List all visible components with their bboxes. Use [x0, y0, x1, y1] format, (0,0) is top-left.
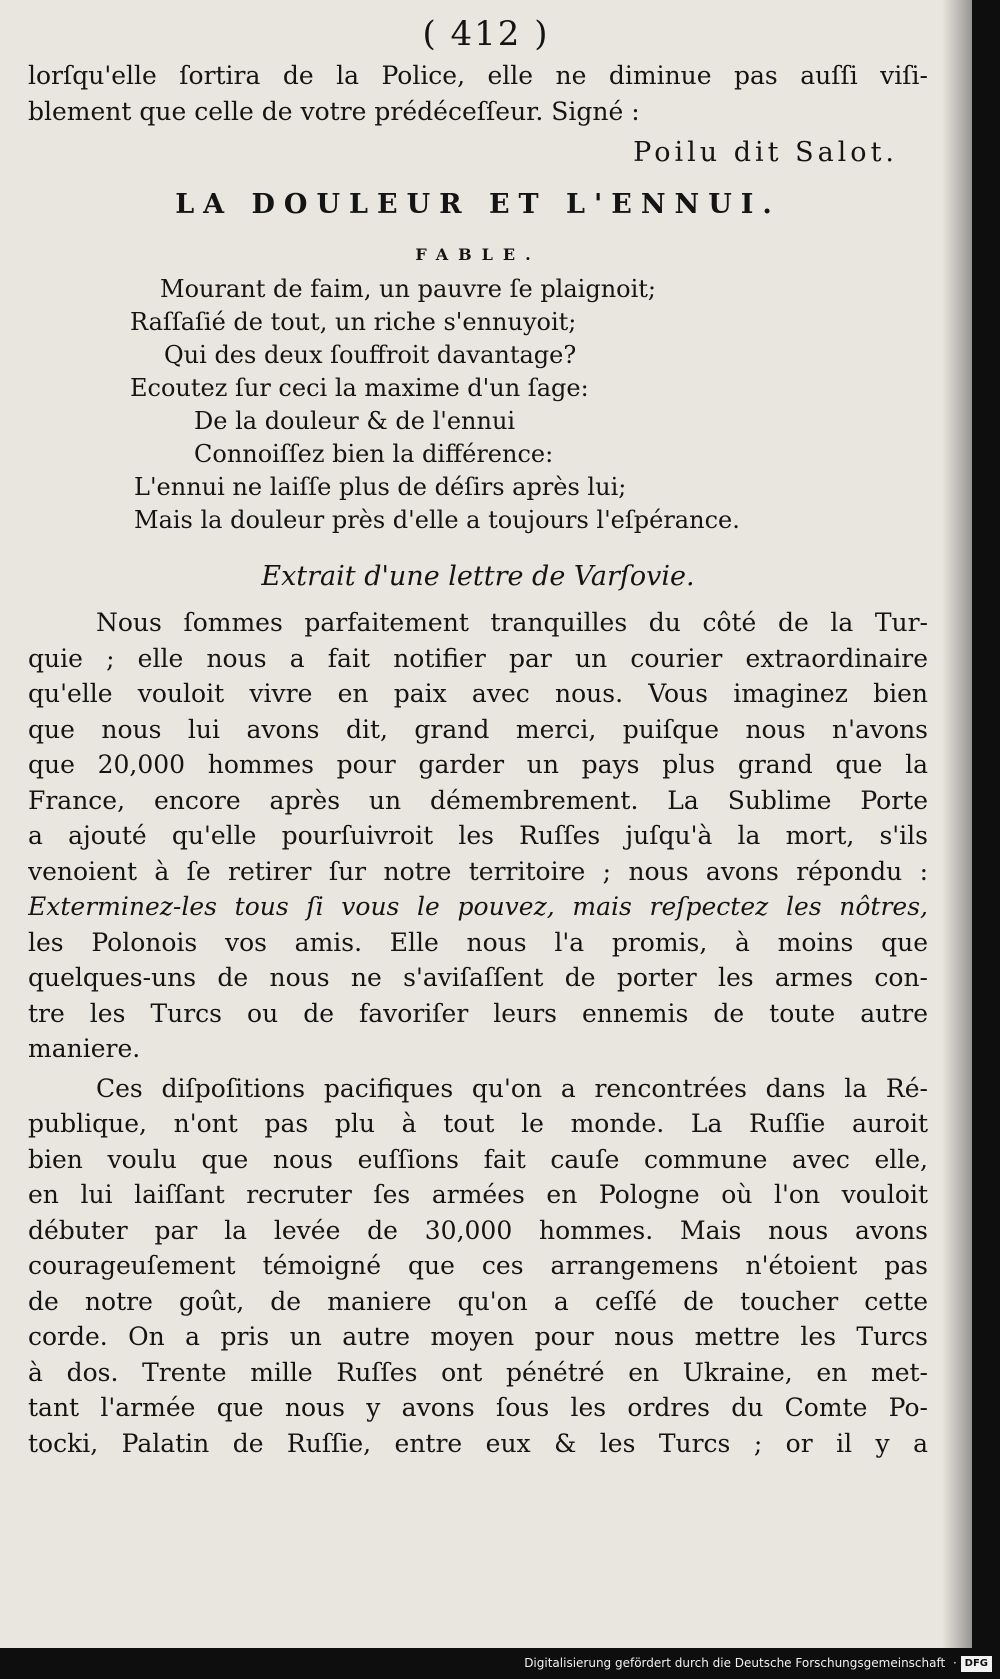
verse-line: Raſſaſié de tout, un riche s'ennuyoit;	[130, 308, 577, 336]
text-line: blement que celle de votre prédéceſſeur. Signé :	[28, 96, 640, 126]
text-line: qu'elle vouloit vivre en paix avec nous. Vous imaginez bien	[28, 679, 928, 708]
paragraph-1	[28, 605, 928, 1067]
verse-line: Connoiſſez bien la différence:	[194, 440, 554, 468]
paragraph-2	[28, 1071, 928, 1462]
verse-line: Mais la douleur près d'elle a toujours l'eſpérance.	[134, 506, 740, 534]
text-line: Nous ſommes parfaitement tranquilles du côté de la Tur-	[96, 608, 928, 637]
footer-separator: ·	[949, 1656, 961, 1670]
fable-title: LA DOULEUR ET L'ENNUI.	[175, 189, 781, 220]
digitization-footer	[0, 1648, 1000, 1679]
signature: Poilu dit Salot.	[633, 137, 898, 168]
text-line: quelques-uns de nous ne s'aviſaſſent de porter les armes con-	[28, 963, 928, 992]
text-line: venoient à ſe retirer ſur notre territoire ; nous avons répondu :	[28, 856, 928, 886]
text-line: les Polonois vos amis. Elle nous l'a promis, à moins que	[28, 927, 928, 957]
text-line: quie ; elle nous a fait notifier par un courier extraordinaire	[28, 643, 928, 673]
text-line: à dos. Trente mille Ruſſes ont pénétré en Ukraine, en met-	[28, 1357, 928, 1387]
text-line: a ajouté qu'elle pourſuivroit les Ruſſes juſqu'à la mort, s'ils	[28, 821, 928, 850]
fable-verses	[28, 273, 928, 537]
verse-line: L'ennui ne laiſſe plus de déſirs après lui;	[134, 473, 627, 501]
letter-heading: Extrait d'une lettre de Varſovie.	[261, 561, 695, 592]
verse-line: Mourant de faim, un pauvre ſe plaignoit;	[160, 275, 657, 303]
page-number: ( 412 )	[422, 14, 550, 54]
text-line: débuter par la levée de 30,000 hommes. Mais nous avons	[28, 1215, 928, 1245]
text-line: que nous lui avons dit, grand merci, puiſque nous n'avons	[28, 714, 928, 744]
text-line: corde. On a pris un autre moyen pour nous mettre les Turcs	[28, 1322, 928, 1351]
text-line: publique, n'ont pas plu à tout le monde. La Ruſſie auroit	[28, 1109, 928, 1138]
dfg-logo: DFG	[961, 1656, 992, 1672]
text-line: Ces diſpoſitions pacifiques qu'on a rencontrées dans la Ré-	[96, 1073, 928, 1103]
text-line: en lui laiſſant recruter ſes armées en Pologne où l'on vouloit	[28, 1180, 928, 1209]
text-line: Exterminez-les tous ſi vous le pouvez, mais reſpectez les nôtres,	[28, 892, 928, 921]
footer-credit: Digitalisierung gefördert durch die Deutsche Forschungsgemeinschaft	[524, 1656, 946, 1670]
text-line: bien voulu que nous euſſions fait cauſe commune avec elle,	[28, 1144, 928, 1174]
text-line: tant l'armée que nous y avons ſous les ordres du Comte Po-	[28, 1393, 928, 1422]
verse-line: De la douleur & de l'ennui	[194, 407, 516, 435]
text-line: de notre goût, de maniere qu'on a ceſſé de toucher cette	[28, 1286, 928, 1316]
fable-label: FABLE.	[415, 245, 541, 264]
text-line: tocki, Palatin de Ruſſie, entre eux & les Turcs ; or il y a	[28, 1428, 928, 1458]
verse-line: Ecoutez ſur ceci la maxime d'un ſage:	[130, 374, 589, 402]
text-line: que 20,000 hommes pour garder un pays plus grand que la	[28, 750, 928, 779]
text-line: lorſqu'elle ſortira de la Police, elle ne diminue pas auſſi viſi-	[28, 61, 928, 90]
text-line: courageuſement témoigné que ces arrangemens n'étoient pas	[28, 1251, 928, 1280]
page-text	[28, 58, 928, 1461]
text-line: France, encore après un démembrement. La Sublime Porte	[28, 785, 928, 815]
text-line: tre les Turcs ou de favoriſer leurs ennemis de toute autre	[28, 998, 928, 1028]
verse-line: Qui des deux ſouffroit davantage?	[164, 341, 577, 369]
text-line: maniere.	[28, 1034, 141, 1063]
